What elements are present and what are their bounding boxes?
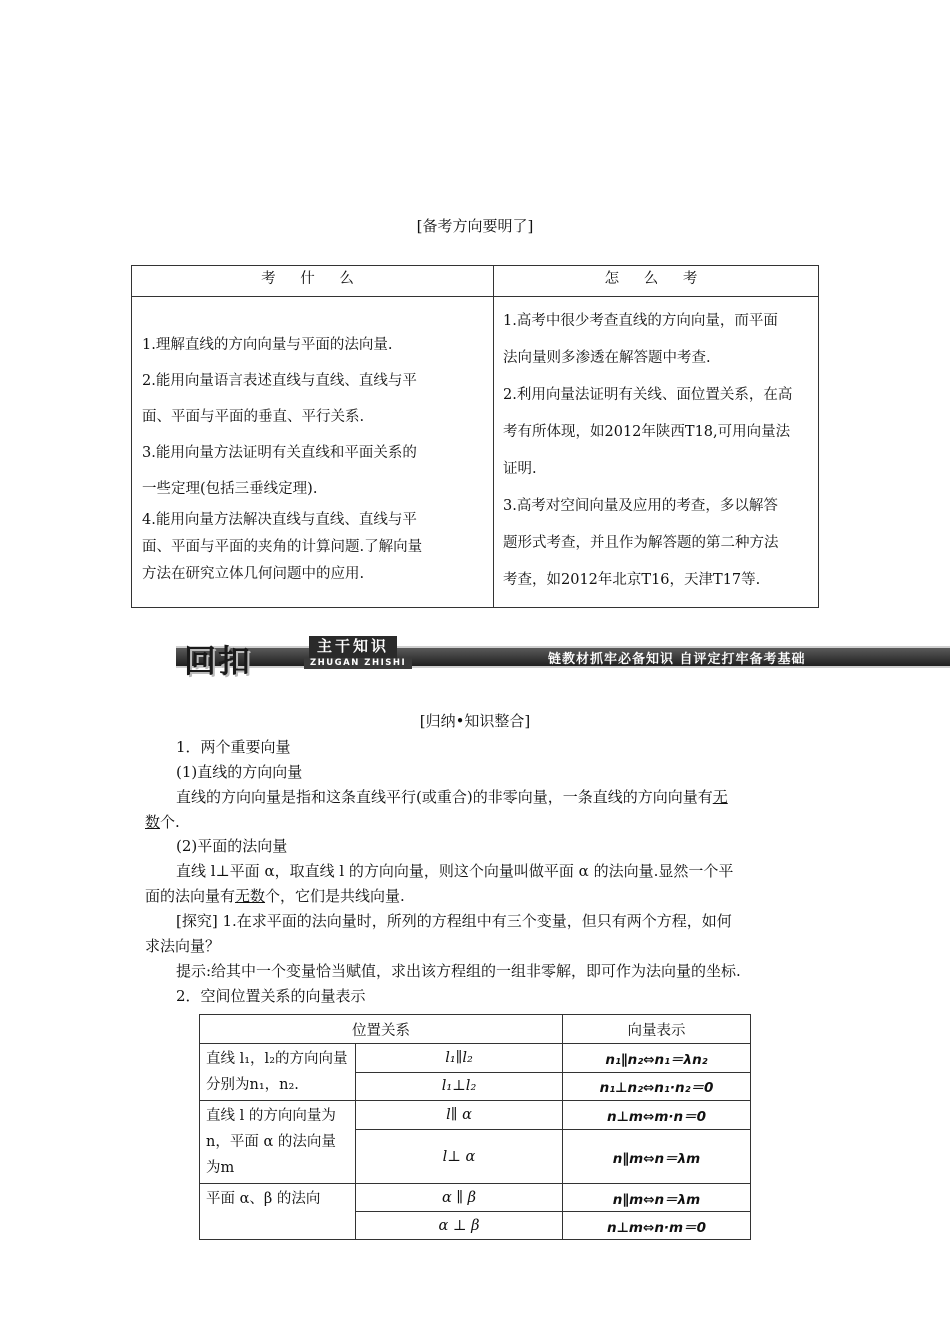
text: 直线的方向向量是指和这条直线平行(或重合)的非零向量，一条直线的方向向量有 (176, 788, 713, 806)
text: 个. (160, 813, 180, 831)
relation-cell: l∥ α (356, 1101, 563, 1130)
heading-two-vectors: 1．两个重要向量 (176, 738, 291, 756)
paragraph-normal-vector-cont (145, 886, 405, 906)
vector-cell: n⊥m⇔m·n＝0 (563, 1101, 751, 1130)
relation-cell: l⊥ α (356, 1130, 563, 1184)
subsection-title: [归纳•知识整合] (419, 712, 531, 730)
how-item: 2.利用向量法证明有关线、面位置关系，在高 (503, 387, 793, 403)
paragraph-direction-vector-cont (145, 812, 180, 832)
header-what: 考 什 么 (132, 266, 494, 297)
vector-cell: n∥m⇔n＝λm (563, 1130, 751, 1184)
group-line-plane: 直线 l 的方向向量为n，平面 α 的法向量为m (200, 1101, 356, 1184)
banner-mid-text: 主干知识 (309, 636, 397, 658)
banner-big-text: 回扣 (184, 642, 253, 680)
spatial-relation-table (199, 1014, 751, 1240)
what-item: 方法在研究立体几何问题中的应用. (142, 566, 365, 582)
vector-cell: n₁∥n₂⇔n₁＝λn₂ (563, 1044, 751, 1073)
header-relation: 位置关系 (200, 1015, 563, 1044)
group-two-planes: 平面 α、β 的法向 (200, 1184, 356, 1240)
relation-cell: α ⊥ β (356, 1212, 563, 1240)
banner-slogan: 链教材抓牢必备知识 自评定打牢备考基础 (548, 652, 806, 667)
what-item: 4.能用向量方法解决直线与直线、直线与平 (142, 512, 417, 528)
underlined-answer: 无 (712, 788, 728, 806)
how-item: 考查，如2012年北京T16，天津T17等. (503, 572, 761, 588)
how-item: 法向量则多渗透在解答题中考查. (503, 350, 711, 366)
how-item: 1.高考中很少考查直线的方向向量，而平面 (503, 313, 778, 329)
what-cell (132, 297, 494, 608)
section-title: [备考方向要明了] (416, 217, 534, 235)
how-item: 证明. (503, 461, 537, 477)
exam-direction-table (131, 265, 819, 608)
how-item: 考有所体现，如2012年陕西T18,可用向量法 (503, 424, 791, 440)
text: 个，它们是共线向量. (265, 887, 405, 905)
paragraph-direction-vector (176, 787, 728, 807)
underlined-answer: 数 (145, 813, 161, 831)
vector-cell: n₁⊥n₂⇔n₁·n₂＝0 (563, 1072, 751, 1101)
header-vector: 向量表示 (563, 1015, 751, 1044)
paragraph-normal-vector: 直线 l⊥平面 α，取直线 l 的方向向量，则这个向量叫做平面 α 的法向量.显然一个平 (176, 862, 734, 880)
group-two-lines: 直线 l₁，l₂的方向向量分别为n₁，n₂. (200, 1044, 356, 1101)
what-item: 3.能用向量方法证明有关直线和平面关系的 (142, 445, 417, 461)
relation-cell: α ∥ β (356, 1184, 563, 1212)
relation-cell: l₁⊥l₂ (356, 1072, 563, 1101)
what-item: 2.能用向量语言表述直线与直线、直线与平 (142, 373, 417, 389)
how-cell (494, 297, 819, 608)
vector-cell: n∥m⇔n＝λm (563, 1184, 751, 1212)
explore-question-cont: 求法向量？ (145, 937, 221, 955)
header-how: 怎 么 考 (494, 266, 819, 297)
relation-cell: l₁∥l₂ (356, 1044, 563, 1073)
section-banner (176, 636, 950, 680)
how-item: 3.高考对空间向量及应用的考查，多以解答 (503, 498, 778, 514)
vector-cell: n⊥m⇔n·m＝0 (563, 1212, 751, 1240)
banner-pinyin: ZHUGAN ZHISHI (304, 658, 412, 669)
what-item: 面、平面与平面的垂直、平行关系. (142, 409, 365, 425)
explore-question: [探究] 1.在求平面的法向量时，所列的方程组中有三个变量，但只有两个方程，如何 (176, 912, 732, 930)
what-item: 一些定理(包括三垂线定理). (142, 481, 318, 497)
how-item: 题形式考查，并且作为解答题的第二种方法 (503, 535, 779, 551)
hint: 提示:给其中一个变量恰当赋值，求出该方程组的一组非零解，即可作为法向量的坐标. (176, 962, 741, 980)
heading-normal-vector: (2)平面的法向量 (176, 837, 288, 855)
underlined-answer: 无数 (235, 887, 266, 905)
heading-direction-vector: (1)直线的方向向量 (176, 763, 303, 781)
what-item: 1.理解直线的方向向量与平面的法向量. (142, 337, 393, 353)
what-item: 面、平面与平面的夹角的计算问题.了解向量 (142, 539, 423, 555)
text: 面的法向量有 (145, 887, 236, 905)
heading-spatial-relations: 2．空间位置关系的向量表示 (176, 987, 366, 1005)
